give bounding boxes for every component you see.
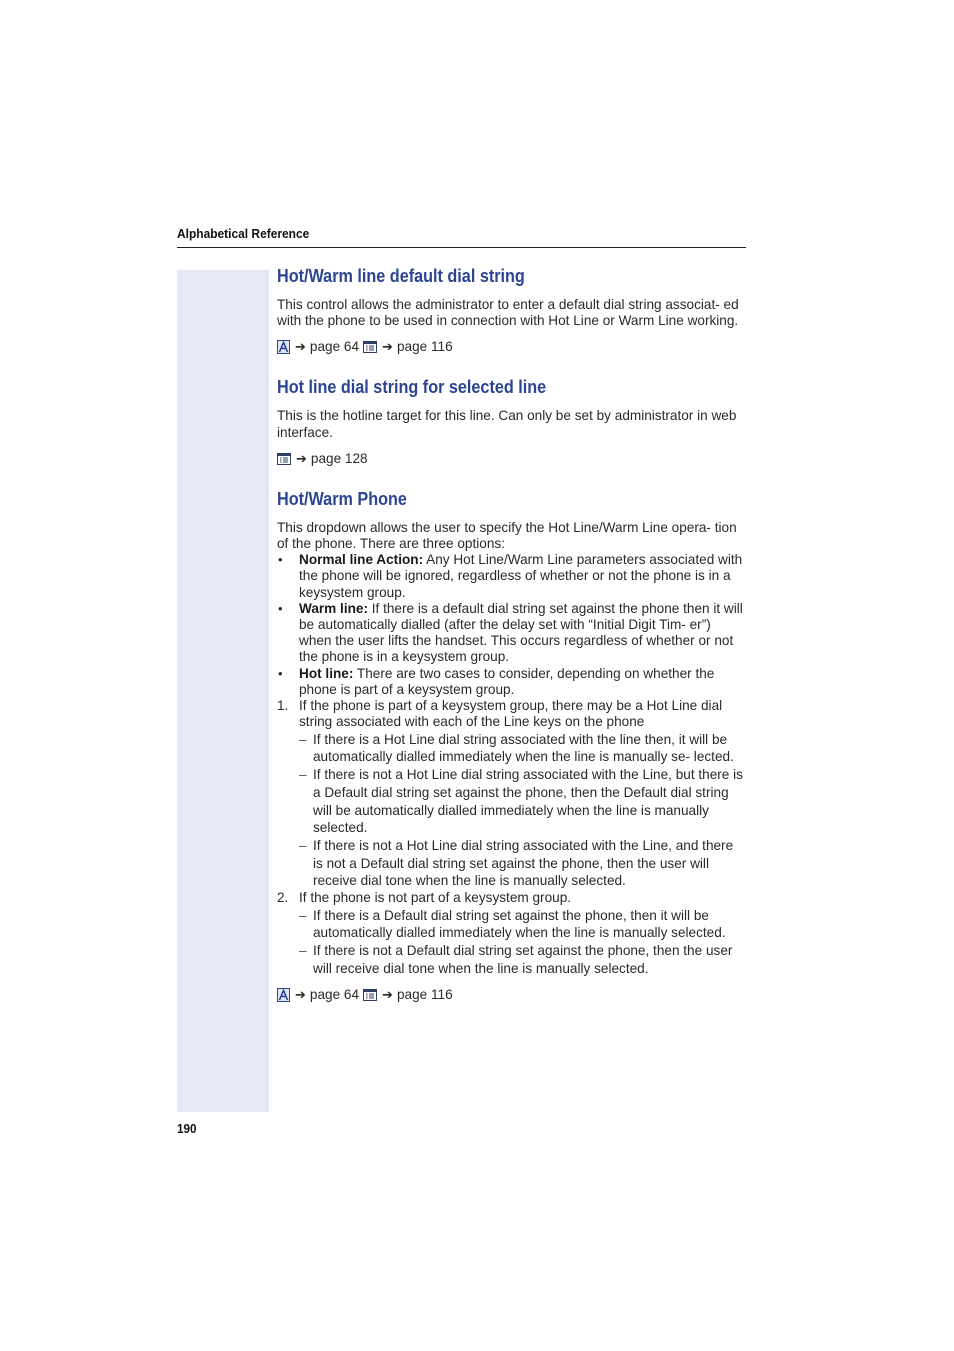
sub-item — [299, 942, 746, 977]
reference-link[interactable]: page 64 — [309, 339, 360, 355]
sub-item — [299, 907, 746, 942]
arrow-right-icon: ➔ — [382, 987, 393, 1003]
sub-list — [299, 731, 746, 890]
sub-item-text: If there is not a Hot Line dial string associated with the Line, but there is a Default dial string set against the phone, then the Default dial string will be automatically dialled immediately when the line is manually selected. — [313, 767, 743, 836]
option-text: There are two cases to consider, depending on whether the phone is part of a keysystem group. — [299, 665, 715, 697]
dash-marker: – — [299, 838, 307, 854]
bullet-icon: • — [278, 665, 283, 681]
dash-marker: – — [299, 943, 307, 959]
sub-item-text: If there is a Default dial string set against the phone, then it will be automatically dialled immediately when the line is manually selected. — [313, 907, 726, 941]
item-number: 1. — [277, 698, 289, 714]
sub-item — [299, 731, 746, 766]
option-term: Hot line: — [299, 665, 354, 681]
admin-icon — [277, 988, 290, 1002]
section-heading: Hot line dial string for selected line — [277, 377, 547, 398]
option-text: Any Hot Line/Warm Line parameters associated with the phone will be ignored, regardless of whether or not the phone is in a keysystem group. — [299, 552, 743, 600]
header-rule — [177, 247, 746, 248]
options-list — [277, 552, 746, 698]
sub-item — [299, 837, 746, 890]
arrow-right-icon: ➔ — [382, 339, 393, 355]
reference-link[interactable]: page 128 — [310, 450, 368, 466]
section-heading: Hot/Warm line default dial string — [277, 266, 525, 286]
item-text: If the phone is part of a keysystem group, there may be a Hot Line dial string associated with each of the Line keys on the phone — [299, 698, 723, 730]
sub-item-text: If there is not a Hot Line dial string associated with the Line, and there is not a Default dial string set against the phone, then the user will receive dial tone when the line is manually selected. — [313, 838, 734, 889]
list-item — [277, 552, 746, 601]
section-hot-line-dial-string-selected-line — [277, 376, 746, 467]
bullet-icon: • — [278, 552, 283, 568]
section-body: This dropdown allows the user to specify the Hot Line/Warm Line opera- tion of the phone. There are three options: — [277, 519, 737, 552]
list-item — [277, 698, 746, 890]
list-item — [277, 890, 746, 977]
list-item — [277, 601, 746, 666]
page-references — [277, 338, 746, 356]
web-interface-icon — [363, 341, 377, 353]
arrow-right-icon: ➔ — [295, 987, 306, 1003]
bullet-icon: • — [278, 600, 283, 616]
admin-icon — [277, 340, 290, 354]
arrow-right-icon: ➔ — [296, 450, 307, 466]
item-text: If the phone is not part of a keysystem group. — [299, 889, 572, 905]
dash-marker: – — [299, 731, 307, 747]
left-margin-band — [177, 270, 269, 1112]
running-header: Alphabetical Reference — [177, 226, 310, 241]
reference-link[interactable]: page 116 — [396, 987, 453, 1003]
section-body: This is the hotline target for this line. Can only be set by administrator in web interface. — [277, 408, 737, 440]
web-interface-icon — [363, 989, 377, 1001]
sub-list — [299, 907, 746, 978]
sub-item-text: If there is not a Default dial string set against the phone, then the user will receive dial tone when the line is manually selected. — [313, 943, 733, 976]
dash-marker: – — [299, 907, 307, 923]
main-content — [277, 265, 746, 1004]
option-text: If there is a default dial string set against the phone then it will be automatically dialled (after the delay set with “Initial Digit Tim- er”) when the user lifts the handset. This occurs regardless of whether or not the phone is in a keysystem group. — [299, 600, 743, 665]
item-number: 2. — [277, 889, 289, 905]
sub-item — [299, 766, 746, 836]
option-term: Warm line: — [299, 600, 368, 616]
option-term: Normal line Action: — [299, 552, 424, 568]
sub-item-text: If there is a Hot Line dial string associated with the line then, it will be automatically dialled immediately when the line is manually se- lected. — [313, 731, 734, 765]
page-references — [277, 450, 746, 468]
page-number: 190 — [177, 1121, 197, 1136]
list-item — [277, 666, 746, 698]
section-body: This control allows the administrator to enter a default dial string associat- ed with the phone to be used in connection with Hot Line or Warm Line working. — [277, 297, 739, 329]
page-references — [277, 986, 746, 1004]
arrow-right-icon: ➔ — [295, 339, 306, 355]
reference-link[interactable]: page 64 — [309, 987, 360, 1003]
dash-marker: – — [299, 767, 307, 783]
reference-link[interactable]: page 116 — [396, 339, 453, 355]
section-hot-warm-default-dial-string — [277, 265, 746, 356]
section-hot-warm-phone — [277, 488, 746, 1005]
web-interface-icon — [277, 453, 291, 465]
cases-list — [277, 698, 746, 977]
section-heading: Hot/Warm Phone — [277, 488, 407, 509]
